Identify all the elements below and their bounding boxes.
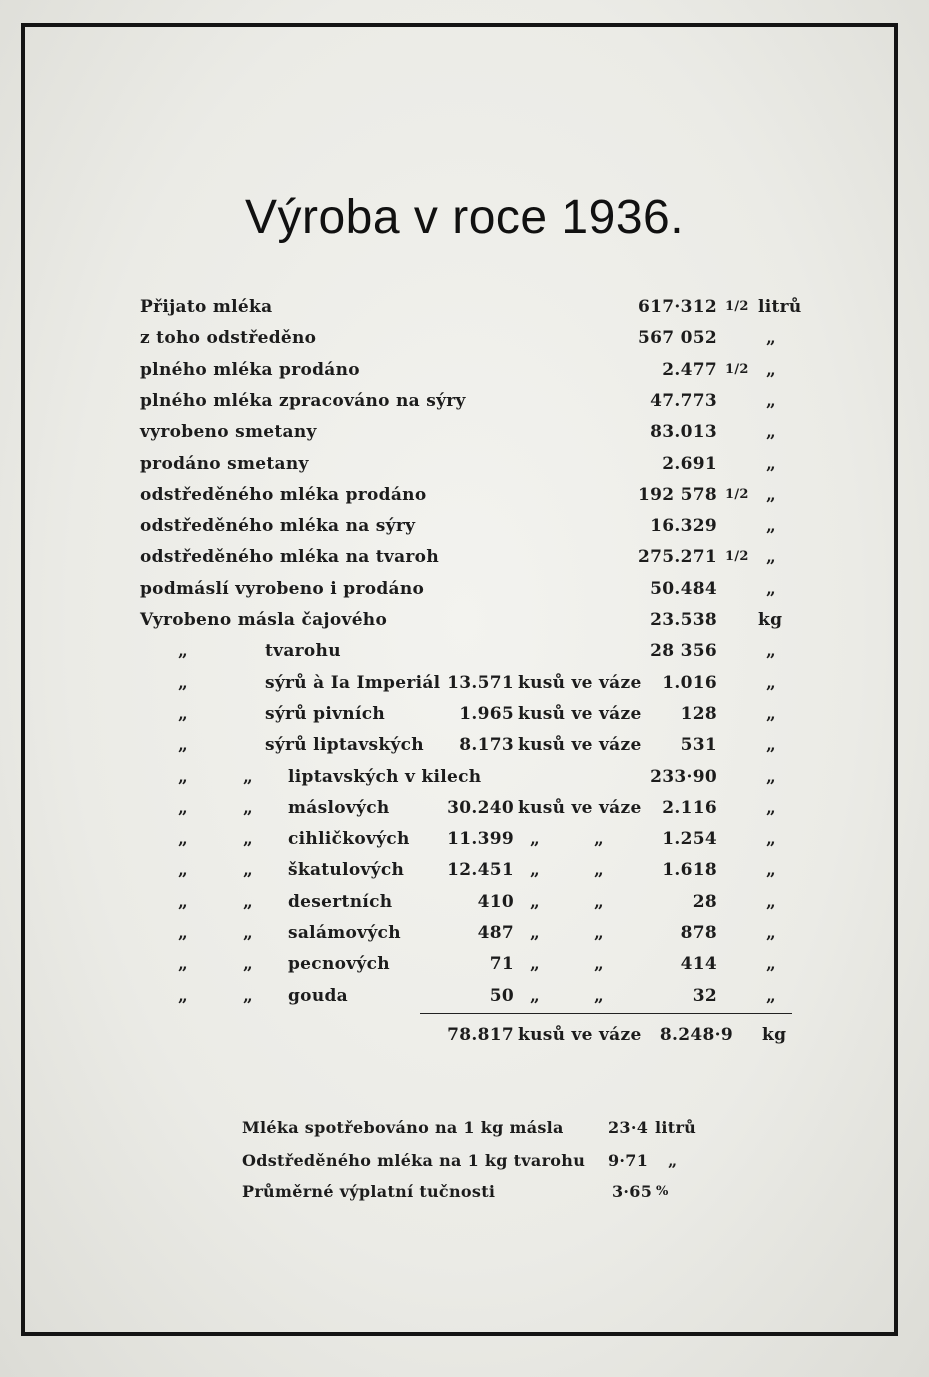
fraction-half: 1/2 [725,487,749,502]
row-value: 2.477 [662,360,717,380]
page-title: Výroba v roce 1936. [244,191,685,244]
piece-count: 12.451 [447,860,514,880]
table-row [0,762,929,792]
table-row [0,386,929,416]
row-unit: „ [766,328,777,348]
table-row [0,292,929,322]
fraction-half: 1/2 [725,362,749,377]
footer-row-curd [0,1147,929,1175]
footer-label: Odstředěného mléka na 1 kg tvarohu [242,1151,586,1170]
row-label: prodáno smetany [140,454,309,474]
total-divider-line [420,1013,792,1014]
piece-count: 487 [477,923,514,943]
row-unit: „ [766,923,777,943]
row-label: desertních [288,892,393,912]
row-label: gouda [288,986,348,1006]
ditto-mark: „ [178,767,189,787]
table-row [0,824,929,854]
ditto-mark: „ [178,986,189,1006]
row-value: 1.618 [662,860,717,880]
ditto-mark: „ [178,892,189,912]
row-value: 233·90 [650,767,717,787]
piece-count: 410 [477,892,514,912]
ditto-mark: „ [530,986,541,1006]
table-row [0,449,929,479]
ditto-mark: „ [178,798,189,818]
ditto-mark: „ [178,923,189,943]
piece-count: 71 [489,954,514,974]
row-unit: „ [766,704,777,724]
table-row [0,636,929,666]
row-unit: „ [766,422,777,442]
footer-value: 23·4 [608,1118,649,1137]
row-unit: „ [766,579,777,599]
ditto-mark: „ [594,954,605,974]
row-value: 2.691 [662,454,717,474]
table-row [0,699,929,729]
piece-count: 13.571 [447,673,514,693]
ditto-mark: „ [243,829,254,849]
ditto-mark: „ [178,673,189,693]
row-value: 28 356 [650,641,717,661]
row-unit: litrů [758,297,802,317]
row-value: 878 [680,923,717,943]
ditto-mark: „ [178,829,189,849]
table-row [0,949,929,979]
ditto-mark: „ [178,704,189,724]
ditto-mark: „ [178,954,189,974]
footer-row-butter [0,1114,929,1142]
row-unit: „ [766,892,777,912]
ditto-mark: „ [243,923,254,943]
row-value: 23.538 [650,610,717,630]
table-row [0,355,929,385]
ditto-mark: „ [530,829,541,849]
ditto-mark: „ [530,954,541,974]
table-row [0,323,929,353]
row-label: odstředěného mléka na tvaroh [140,547,439,567]
ditto-mark: „ [243,954,254,974]
ditto-mark: „ [530,923,541,943]
row-unit: „ [766,391,777,411]
row-value: 32 [692,986,717,1006]
fraction-half: 1/2 [725,549,749,564]
footer-unit: % [656,1184,669,1199]
ditto-mark: „ [178,860,189,880]
row-value: 47.773 [650,391,717,411]
total-value: 8.248·9 [659,1025,733,1045]
table-row [0,855,929,885]
row-value: 1.254 [662,829,717,849]
footer-unit: „ [668,1151,678,1170]
row-label: máslových [288,798,390,818]
row-unit: „ [766,860,777,880]
row-label: sýrů à Ia Imperiál [265,673,441,693]
row-label: salámových [288,923,401,943]
total-unit: kg [762,1025,787,1045]
row-unit: „ [766,547,777,567]
pieces-label: kusů ve váze [518,798,642,818]
ditto-mark: „ [594,986,605,1006]
row-value: 192 578 [638,485,717,505]
ditto-mark: „ [594,923,605,943]
ditto-mark: „ [178,735,189,755]
row-value: 531 [680,735,717,755]
ditto-mark: „ [530,892,541,912]
footer-label: Mléka spotřebováno na 1 kg másla [242,1118,564,1137]
row-value: 414 [680,954,717,974]
row-value: 617·312 [638,297,717,317]
row-value: 50.484 [650,579,717,599]
ditto-mark: „ [178,641,189,661]
ditto-mark: „ [243,798,254,818]
row-label: Vyrobeno másla čajového [140,610,388,630]
row-label: pecnových [288,954,390,974]
row-unit: „ [766,798,777,818]
row-label: liptavských v kilech [288,767,482,787]
total-kusy: kusů ve váze [518,1025,642,1045]
row-label: plného mléka zpracováno na sýry [140,391,466,411]
row-unit: „ [766,454,777,474]
ditto-mark: „ [594,860,605,880]
table-row [0,918,929,948]
row-label: cihličkových [288,829,410,849]
row-value: 2.116 [662,798,717,818]
table-row [0,887,929,917]
row-label: plného mléka prodáno [140,360,360,380]
row-label: z toho odstředěno [140,328,317,348]
row-label: odstředěného mléka na sýry [140,516,416,536]
row-value: 83.013 [650,422,717,442]
footer-row-fat [0,1178,929,1206]
row-value: 275.271 [638,547,717,567]
row-label: vyrobeno smetany [140,422,317,442]
row-unit: „ [766,360,777,380]
piece-count: 11.399 [447,829,514,849]
table-row [0,793,929,823]
table-row [0,574,929,604]
row-unit: „ [766,516,777,536]
table-row [0,668,929,698]
row-unit: „ [766,673,777,693]
total-qty: 78.817 [447,1025,514,1045]
ditto-mark: „ [594,892,605,912]
table-row [0,605,929,635]
row-label: tvarohu [265,641,341,661]
row-label: podmáslí vyrobeno i prodáno [140,579,425,599]
ditto-mark: „ [243,986,254,1006]
row-value: 16.329 [650,516,717,536]
table-row [0,417,929,447]
piece-count: 8.173 [459,735,514,755]
footer-value: 9·71 [608,1151,649,1170]
pieces-label: kusů ve váze [518,704,642,724]
row-unit: kg [758,610,783,630]
row-unit: „ [766,986,777,1006]
fraction-half: 1/2 [725,299,749,314]
piece-count: 1.965 [459,704,514,724]
ditto-mark: „ [594,829,605,849]
total-row [0,1020,929,1050]
ditto-mark: „ [243,860,254,880]
row-unit: „ [766,485,777,505]
table-row [0,542,929,572]
piece-count: 30.240 [447,798,514,818]
pieces-label: kusů ve váze [518,673,642,693]
row-unit: „ [766,767,777,787]
row-value: 128 [680,704,717,724]
row-label: sýrů pivních [265,704,386,724]
row-value: 1.016 [662,673,717,693]
pieces-label: kusů ve váze [518,735,642,755]
row-value: 28 [692,892,717,912]
piece-count: 50 [489,986,514,1006]
table-row [0,480,929,510]
table-row [0,730,929,760]
row-label: odstředěného mléka prodáno [140,485,427,505]
row-unit: „ [766,954,777,974]
ditto-mark: „ [530,860,541,880]
table-row [0,511,929,541]
footer-label: Průměrné výplatní tučnosti [242,1182,496,1201]
row-unit: „ [766,829,777,849]
ditto-mark: „ [243,767,254,787]
row-label: škatulových [288,860,405,880]
ditto-mark: „ [243,892,254,912]
table-row [0,981,929,1011]
footer-unit: litrů [655,1118,697,1137]
row-value: 567 052 [638,328,717,348]
row-label: sýrů liptavských [265,735,424,755]
row-unit: „ [766,641,777,661]
row-unit: „ [766,735,777,755]
row-label: Přijato mléka [140,297,273,317]
footer-value: 3·65 [612,1182,653,1201]
